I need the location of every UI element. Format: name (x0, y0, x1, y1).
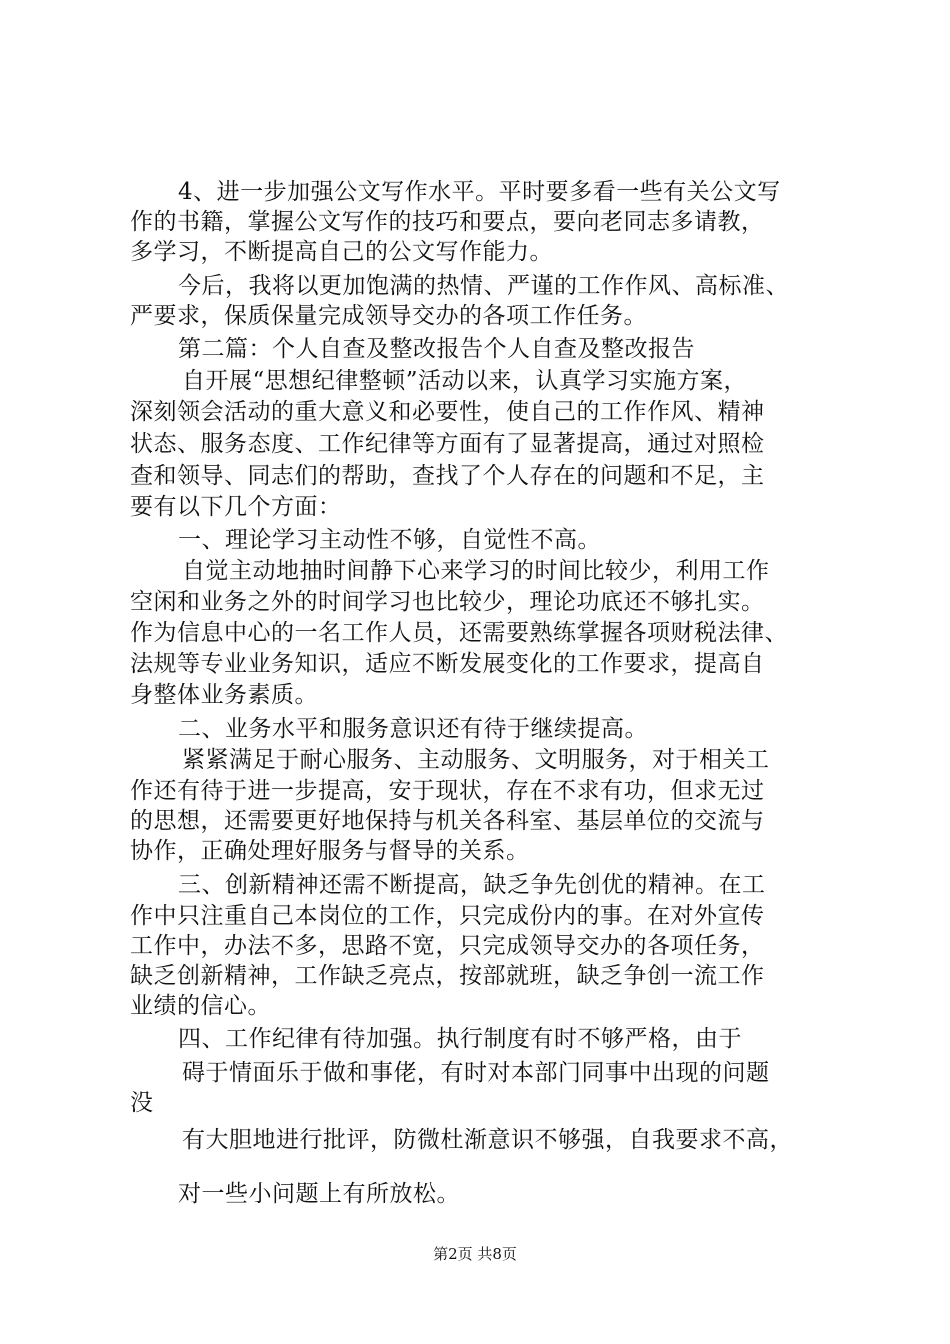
paragraph-line: 多学习，不断提高自己的公文写作能力。 (130, 239, 553, 265)
paragraph-line: 协作，正确处理好服务与督导的关系。 (130, 838, 530, 864)
paragraph-line: 要有以下几个方面： (130, 494, 342, 520)
paragraph-line: 作中只注重自己本岗位的工作，只完成份内的事。在对外宣传 (130, 903, 765, 929)
paragraph-line: 二、业务水平和服务意识还有待于继续提高。 (178, 716, 648, 742)
paragraph-line: 紧紧满足于耐心服务、主动服务、文明服务，对于相关工 (182, 747, 770, 773)
paragraph-line: 自开展“思想纪律整顿”活动以来，认真学习实施方案， (182, 368, 748, 394)
page-footer: 第2页 共8页 (433, 1245, 517, 1263)
paragraph-line: 工作中，办法不多，思路不宽，只完成领导交办的各项任务， (130, 933, 765, 959)
paragraph-line: 查和领导、同志们的帮助，查找了个人存在的问题和不足，主 (130, 463, 765, 489)
paragraph-line: 今后，我将以更加饱满的热情、严谨的工作作风、高标准、 (178, 273, 789, 299)
paragraph-line: 状态、服务态度、工作纪律等方面有了显著提高，通过对照检 (130, 431, 765, 457)
paragraph-line: 碍于情面乐于做和事佬，有时对本部门同事中出现的问题 (182, 1060, 770, 1086)
paragraph-line: 四、工作纪律有待加强。执行制度有时不够严格，由于 (178, 1026, 742, 1052)
paragraph-line: 4、进一步加强公文写作水平。平时要多看一些有关公文写 (178, 179, 781, 205)
paragraph-line: 严要求，保质保量完成领导交办的各项工作任务。 (130, 303, 647, 329)
paragraph-line: 业绩的信心。 (130, 993, 271, 1019)
paragraph-line: 有大胆地进行批评，防微杜渐意识不够强，自我要求不高， (182, 1127, 793, 1153)
paragraph-line: 缺乏创新精神，工作缺乏亮点，按部就班，缺乏争创一流工作 (130, 963, 765, 989)
paragraph-line: 第二篇：个人自查及整改报告个人自查及整改报告 (178, 336, 695, 362)
paragraph-line: 一、理论学习主动性不够，自觉性不高。 (178, 527, 601, 553)
paragraph-line: 深刻领会活动的重大意义和必要性，使自己的工作作风、精神 (130, 399, 765, 425)
paragraph-line: 对一些小问题上有所放松。 (178, 1181, 460, 1207)
paragraph-line: 作还有待于进一步提高，安于现状，存在不求有功，但求无过 (130, 778, 765, 804)
paragraph-line: 作为信息中心的一名工作人员，还需要熟练掌握各项财税法律、 (130, 620, 788, 646)
paragraph-line: 三、创新精神还需不断提高，缺乏争先创优的精神。在工 (178, 872, 766, 898)
paragraph-line: 没 (130, 1090, 154, 1116)
paragraph-line: 法规等专业业务知识，适应不断发展变化的工作要求，提高自 (130, 651, 765, 677)
paragraph-line: 作的书籍，掌握公文写作的技巧和要点，要向老同志多请教， (130, 209, 765, 235)
paragraph-line: 自觉主动地抽时间静下心来学习的时间比较少，利用工作 (182, 558, 770, 584)
paragraph-line: 身整体业务素质。 (130, 682, 318, 708)
paragraph-line: 的思想，还需要更好地保持与机关各科室、基层单位的交流与 (130, 808, 765, 834)
paragraph-line: 空闲和业务之外的时间学习也比较少，理论功底还不够扎实。 (130, 589, 765, 615)
